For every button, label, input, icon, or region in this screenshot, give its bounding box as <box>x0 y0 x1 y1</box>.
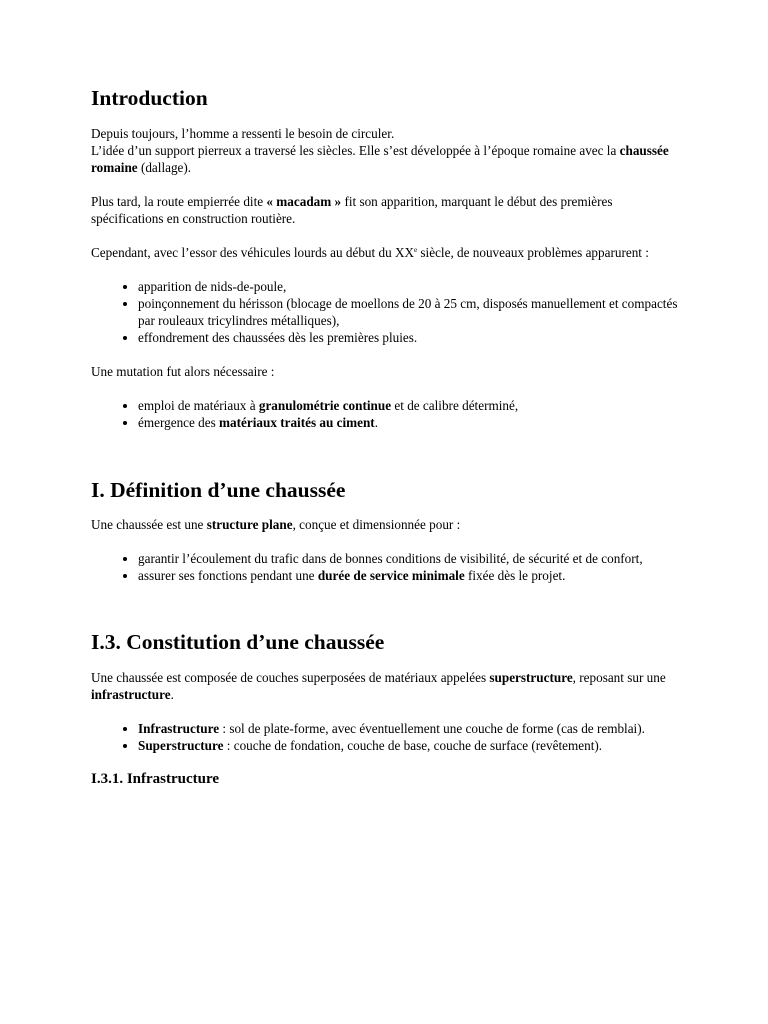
list-item: • poinçonnement du hérisson (blocage de moellons de 20 à 25 cm, disposés manuellement et compactés par rouleaux tricylindres métalliques), <box>138 295 681 329</box>
li-end: . <box>374 415 378 430</box>
definition-paragraph <box>91 516 681 533</box>
li-bold: durée de service minimale <box>317 568 465 583</box>
li-text: : couche de fondation, couche de base, couche de surface (revêtement). <box>223 738 603 753</box>
li-end: et de calibre déterminé, <box>391 398 519 413</box>
def-end: , conçue et dimensionnée pour : <box>292 517 461 532</box>
heading-introduction: Introduction <box>91 86 208 110</box>
const-end: . <box>170 687 174 702</box>
intro-p2-end: fit son apparition, marquant le début des premières spécifications en construction routière. <box>91 194 613 226</box>
list-item <box>138 397 681 414</box>
const-bold-1: superstructure <box>489 670 573 685</box>
const-text: Une chaussée est composée de couches superposées de matériaux appelées <box>91 670 490 685</box>
intro-paragraph-4: Une mutation fut alors nécessaire : <box>91 364 275 379</box>
li-text: émergence des <box>138 415 220 430</box>
const-text-2: , reposant sur une <box>572 670 666 685</box>
li-text: assurer ses fonctions pendant une <box>138 568 318 583</box>
intro-paragraph-2 <box>91 193 681 227</box>
def-text: Une chaussée est une <box>91 517 207 532</box>
constitution-list <box>91 720 681 754</box>
li-bold: granulométrie continue <box>258 398 392 413</box>
li-bold: Infrastructure <box>138 721 220 736</box>
intro-p2-bold: « macadam » <box>266 194 342 209</box>
li-bold: matériaux traités au ciment <box>219 415 375 430</box>
li-text: emploi de matériaux à <box>138 398 259 413</box>
intro-paragraph-1 <box>91 125 681 176</box>
li-bold: Superstructure <box>138 738 224 753</box>
intro-p3-text: Cependant, avec l’essor des véhicules lourds au début du XX <box>91 245 415 260</box>
list-item <box>138 720 681 737</box>
heading-constitution: I.3. Constitution d’une chaussée <box>91 630 385 654</box>
intro-p1-end: (dallage). <box>137 160 192 175</box>
intro-p1-line1: Depuis toujours, l’homme a ressenti le besoin de circuler. <box>91 126 395 141</box>
list-item <box>138 414 681 431</box>
li-end: fixée dès le projet. <box>464 568 566 583</box>
mutation-list <box>91 397 681 431</box>
intro-p1-text: L’idée d’un support pierreux a traversé les siècles. Elle s’est développée à l’époque romaine avec la <box>91 143 620 158</box>
def-bold: structure plane <box>206 517 293 532</box>
li-text: : sol de plate-forme, avec éventuellement une couche de forme (cas de remblai). <box>219 721 645 736</box>
century-superscript: e <box>414 246 418 254</box>
heading-definition: I. Définition d’une chaussée <box>91 478 346 502</box>
const-bold-2: infrastructure <box>91 687 171 702</box>
intro-paragraph-3 <box>91 244 681 261</box>
definition-list <box>91 550 681 584</box>
constitution-paragraph <box>91 669 681 703</box>
heading-infrastructure: I.3.1. Infrastructure <box>91 771 220 787</box>
document-body <box>91 84 681 789</box>
list-item <box>138 567 681 584</box>
problems-list <box>91 278 681 346</box>
list-item: • effondrement des chaussées dès les premières pluies. <box>138 329 681 346</box>
list-item: • apparition de nids-de-poule, <box>138 278 681 295</box>
intro-p1-bold: chaussée romaine <box>91 143 669 175</box>
list-item: • garantir l’écoulement du trafic dans de bonnes conditions de visibilité, de sécurité et de confort, <box>138 550 681 567</box>
intro-p2-text: Plus tard, la route empierrée dite <box>91 194 267 209</box>
list-item <box>138 737 681 754</box>
intro-p3-end: siècle, de nouveaux problèmes apparurent : <box>417 245 649 260</box>
